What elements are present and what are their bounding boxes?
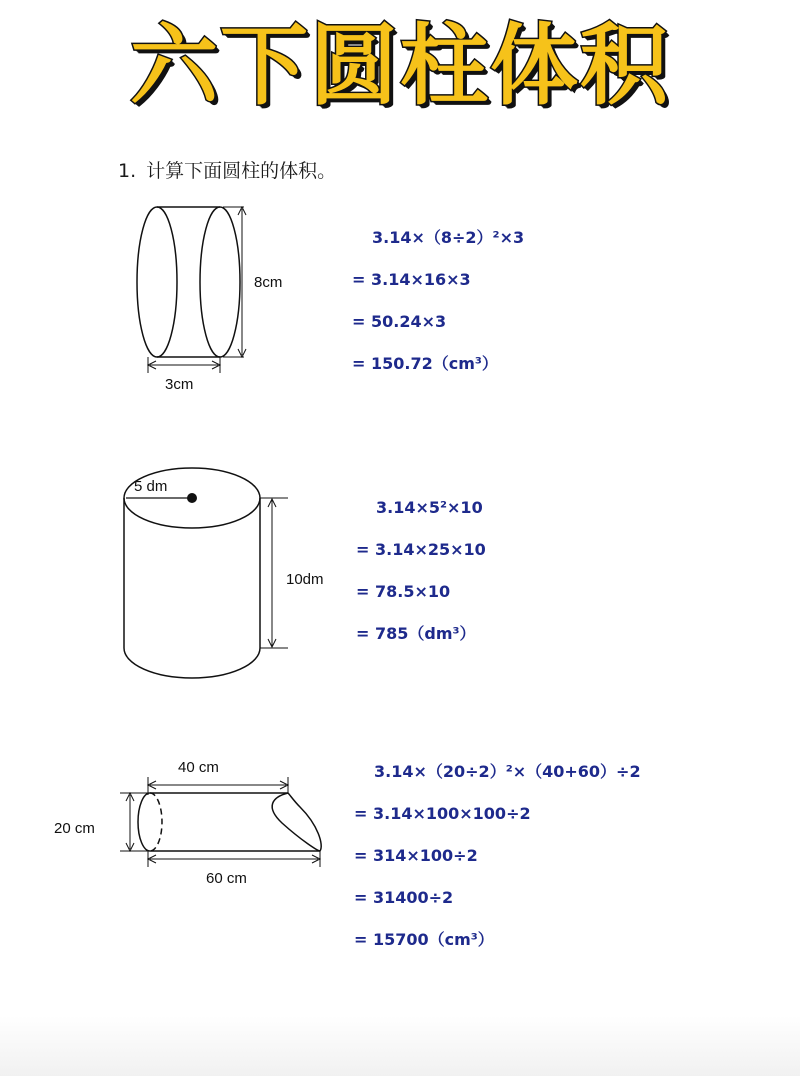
cylinder-1-left-face: [137, 207, 177, 357]
cylinder-1-right-face: [200, 207, 240, 357]
cylinder-3-top-label: 40 cm: [178, 759, 219, 776]
cylinder-3-slanted-face: [272, 793, 321, 851]
page-title: 六下圆柱体积: [129, 14, 670, 117]
solution-3-step-5: = 15700（cm³）: [354, 930, 494, 949]
solution-1-step-4: = 150.72（cm³）: [352, 354, 498, 373]
solution-2-step-3: = 78.5×10: [356, 582, 451, 601]
cylinder-1-height-label: 8cm: [254, 274, 283, 291]
question-number: 1.: [118, 160, 137, 182]
cylinder-2-radius-label: 5 dm: [134, 478, 168, 495]
solution-3-step-3: = 314×100÷2: [354, 846, 478, 865]
solution-3-step-4: = 31400÷2: [354, 888, 454, 907]
cylinder-figure-1: [120, 195, 320, 395]
solution-2-step-1: 3.14×5²×10: [376, 498, 483, 517]
solution-2: [356, 497, 486, 665]
cylinder-1-diameter-label: 3cm: [165, 376, 194, 393]
solution-1: [352, 227, 524, 395]
solution-1-step-3: = 50.24×3: [352, 312, 447, 331]
solution-1-step-1: 3.14×（8÷2）²×3: [372, 228, 525, 247]
question-text: 计算下面圆柱的体积。: [146, 160, 337, 182]
cylinder-3-left-face-back: [150, 793, 162, 851]
solution-2-step-2: = 3.14×25×10: [356, 540, 486, 559]
cylinder-figure-3: [50, 755, 340, 895]
cylinder-figure-2: [110, 465, 350, 695]
question-prompt: [118, 156, 336, 183]
cylinder-3-diameter-label: 20 cm: [54, 820, 95, 837]
solution-1-step-2: = 3.14×16×3: [352, 270, 471, 289]
cylinder-3-bottom-label: 60 cm: [206, 870, 247, 887]
cylinder-2-height-label: 10dm: [286, 571, 324, 588]
solution-3-step-2: = 3.14×100×100÷2: [354, 804, 531, 823]
cylinder-3-left-face-front: [138, 793, 150, 851]
solution-3: [354, 761, 641, 971]
cylinder-2-bottom-arc: [124, 648, 260, 678]
solution-3-step-1: 3.14×（20÷2）²×（40+60）÷2: [374, 762, 641, 781]
cylinder-2-center-dot: [187, 493, 197, 503]
page-bottom-shadow: [0, 1016, 800, 1076]
solution-2-step-4: = 785（dm³）: [356, 624, 476, 643]
